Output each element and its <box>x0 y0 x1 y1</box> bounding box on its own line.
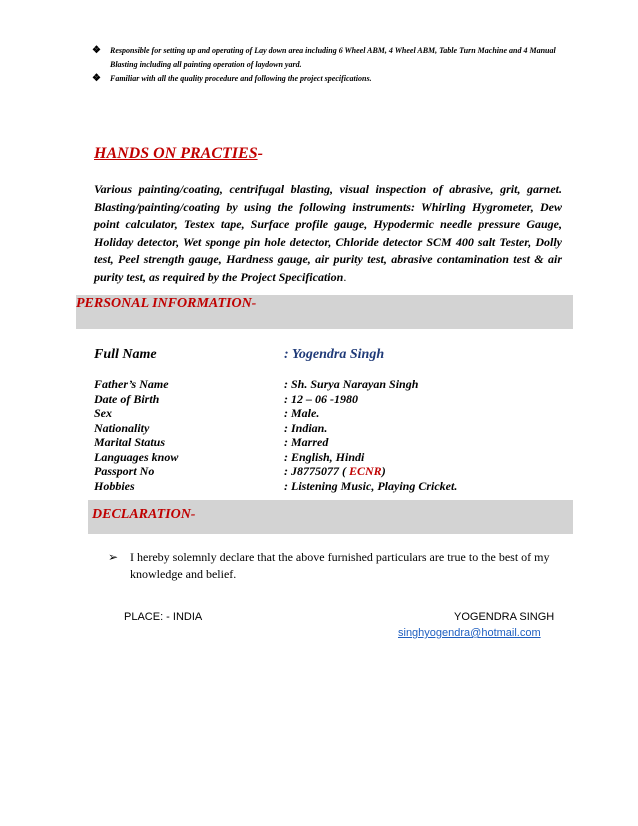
list-item-text: Responsible for setting up and operating of Lay down area including 6 Wheel ABM, 4 Wheel ABM, Table Turn Machine and 4 Manual Blasting including all painting operation of laydown yard. <box>110 46 556 69</box>
hands-on-body: Various painting/coating, centrifugal blasting, visual inspection of abrasive, grit, garnet. Blasting/painting/coating by using the following instruments: Whirling Hygrometer, Dew point calculator, Testex tape, Surface profile gauge, Hypodermic needle pressure Gauge, Holiday detector, Wet sponge pin hole detector, Chloride detector SCM 400 salt Tester, Dolly test, Peel strength gauge, Hardness gauge, air purity test, abrasive contamination test & air purity test, as required by the Project Specification. <box>94 182 562 284</box>
email-link[interactable]: singhyogendra@hotmail.com <box>398 627 541 639</box>
row-label: Sex <box>94 406 112 420</box>
row-value: : Sh. Surya Narayan Singh <box>284 377 419 391</box>
table-row <box>94 347 574 377</box>
row-value: : Yogendra Singh <box>284 347 385 362</box>
row-value: : J8775077 ( ECNR) <box>284 464 386 478</box>
table-row <box>94 406 574 421</box>
row-label: Marital Status <box>94 435 166 449</box>
table-row <box>94 392 574 407</box>
hands-on-heading: HANDS ON PRACTIES- <box>94 145 263 162</box>
row-label: Nationality <box>94 420 150 435</box>
list-item-text: Familiar with all the quality procedure and following the project specifications. <box>110 74 372 83</box>
arrow-bullet-icon: ➢ <box>108 550 119 564</box>
table-row <box>94 464 574 479</box>
responsibility-list <box>92 44 562 86</box>
table-row <box>94 421 574 436</box>
declaration-statement <box>108 549 566 583</box>
row-value: : Marred <box>284 435 329 449</box>
personal-information-band <box>76 295 573 329</box>
list-item <box>92 72 562 86</box>
table-row <box>94 450 574 465</box>
row-label: Date of Birth <box>94 391 160 406</box>
row-value: : English, Hindi <box>284 449 365 464</box>
declaration-heading: DECLARATION- <box>92 507 196 522</box>
row-label: Passport No <box>94 464 155 478</box>
row-label: Languages know <box>94 449 179 464</box>
row-label: Hobbies <box>94 478 135 493</box>
declaration-text: I hereby solemnly declare that the above furnished particulars are true to the best of my knowledge and belief. <box>130 550 550 581</box>
place-label: PLACE: - INDIA <box>124 611 203 623</box>
personal-information-table <box>94 347 574 493</box>
declaration-band <box>88 500 573 534</box>
row-label: Full Name <box>94 347 157 362</box>
diamond-bullet-icon: ❖ <box>92 45 101 56</box>
row-label: Father’s Name <box>94 377 169 391</box>
row-value: : Male. <box>284 406 320 420</box>
personal-information-heading: PERSONAL INFORMATION- <box>76 296 257 311</box>
table-row <box>94 479 574 494</box>
table-row <box>94 435 574 450</box>
ecnr-status: ECNR <box>349 464 382 478</box>
row-value: : Listening Music, Playing Cricket. <box>284 478 458 493</box>
signature-name: YOGENDRA SINGH <box>454 611 555 623</box>
row-value: : Indian. <box>284 420 328 435</box>
diamond-bullet-icon: ❖ <box>92 73 101 84</box>
table-row <box>94 377 574 392</box>
list-item <box>92 44 562 72</box>
row-value: : 12 – 06 -1980 <box>284 391 358 406</box>
